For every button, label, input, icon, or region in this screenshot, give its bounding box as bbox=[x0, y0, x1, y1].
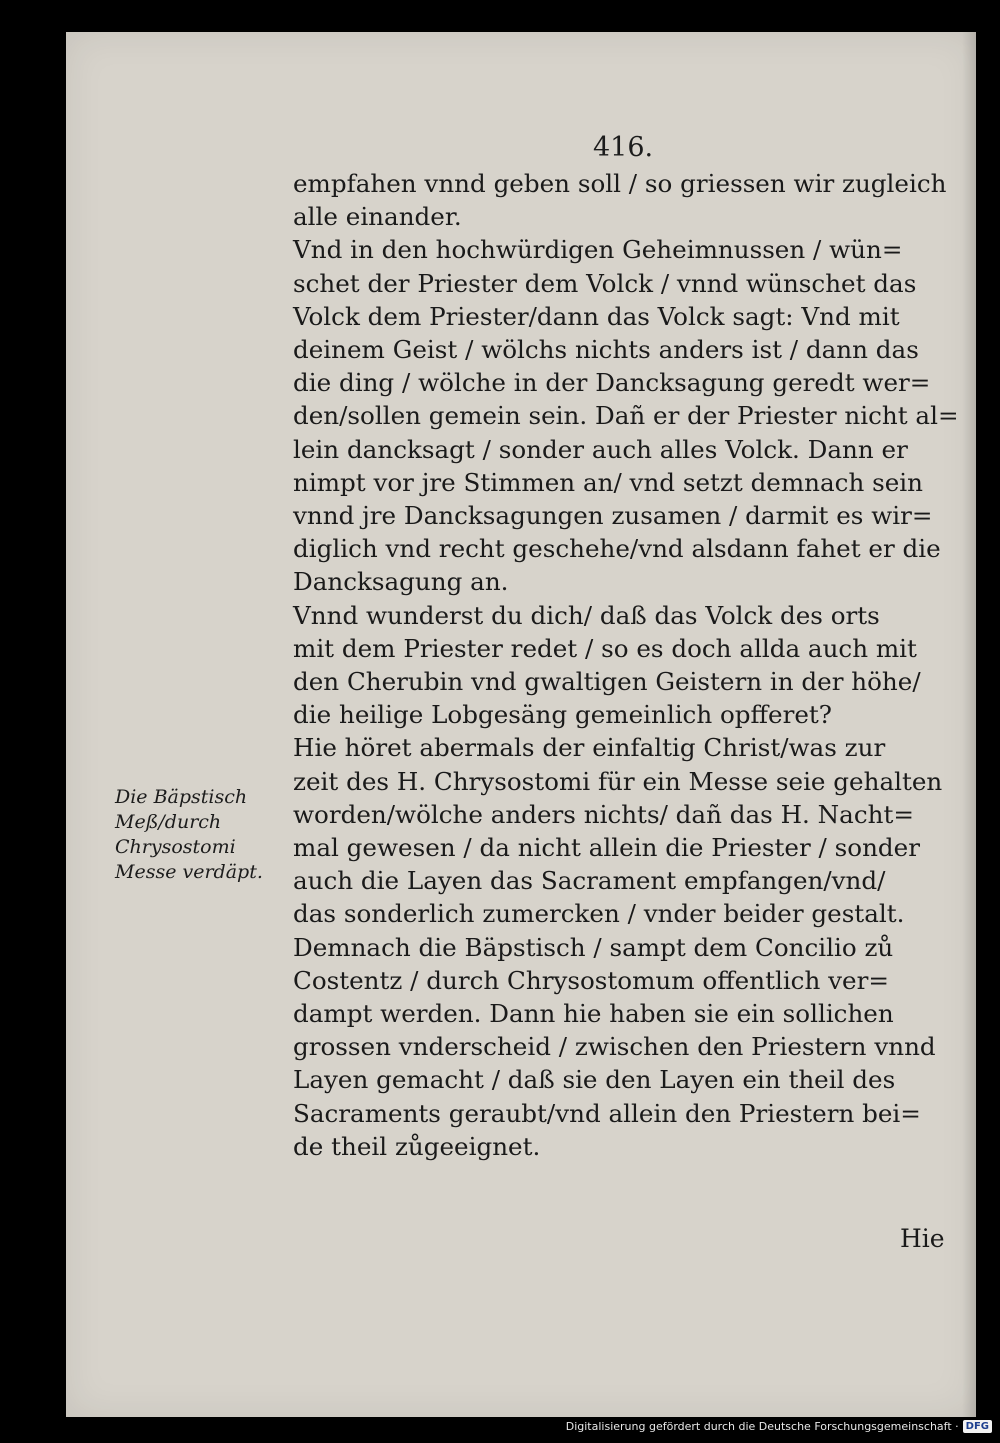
text-line: empfahen vnnd geben soll / so griessen wir zugleich bbox=[293, 169, 947, 198]
text-line: Costentz / durch Chrysostomum offentlich ver= bbox=[293, 965, 889, 995]
text-line: lein dancksagt / sonder auch alles Volck. Dann er bbox=[293, 434, 908, 464]
page-edge-shadow bbox=[962, 32, 976, 1417]
text-line: worden/wölche anders nichts/ dañ das H. Nacht= bbox=[293, 799, 914, 829]
text-line: den Cherubin vnd gwaltigen Geistern in der höhe/ bbox=[293, 667, 921, 697]
text-line: grossen vnderscheid / zwischen den Priestern vnnd bbox=[293, 1032, 936, 1062]
book-page bbox=[66, 32, 976, 1417]
text-line: den/sollen gemein sein. Dañ er der Priester nicht al= bbox=[293, 401, 959, 431]
text-line: Vnd in den hochwürdigen Geheimnussen / wün= bbox=[293, 235, 903, 265]
text-line: Demnach die Bäpstisch / sampt dem Concilio zů bbox=[293, 932, 894, 962]
text-line: Hie höret abermals der einfaltig Christ/was zur bbox=[293, 733, 886, 763]
footer-text: Digitalisierung gefördert durch die Deutsche Forschungsgemeinschaft · bbox=[565, 1419, 959, 1433]
text-line: Volck dem Priester/dann das Volck sagt: Vnd mit bbox=[293, 301, 900, 331]
text-line: de theil zůgeeignet. bbox=[293, 1131, 541, 1161]
text-line: mit dem Priester redet / so es doch allda auch mit bbox=[293, 633, 917, 663]
margin-note-line: Messe verdäpt. bbox=[115, 861, 263, 883]
text-line: die heilige Lobgesäng gemeinlich opfferet? bbox=[293, 700, 832, 730]
page-number: 416. bbox=[593, 132, 654, 163]
text-line: dampt werden. Dann hie haben sie ein sollichen bbox=[293, 999, 894, 1029]
text-line: die ding / wölche in der Dancksagung geredt wer= bbox=[293, 368, 931, 398]
text-line: Layen gemacht / daß sie den Layen ein theil des bbox=[293, 1065, 896, 1095]
text-line: zeit des H. Chrysostomi für ein Messe seie gehalten bbox=[293, 766, 943, 796]
dfg-logo: DFG bbox=[963, 1420, 992, 1433]
body-text bbox=[293, 167, 959, 1163]
margin-note-line: Die Bäpstisch bbox=[115, 786, 248, 808]
margin-note-line: Meß/durch bbox=[115, 811, 222, 833]
text-line: Sacraments geraubt/vnd allein den Priestern bei= bbox=[293, 1098, 921, 1128]
text-line: alle einander. bbox=[293, 202, 462, 232]
text-line: Dancksagung an. bbox=[293, 567, 509, 597]
text-line: schet der Priester dem Volck / vnnd wünschet das bbox=[293, 268, 917, 298]
catchword: Hie bbox=[900, 1224, 945, 1253]
text-line: deinem Geist / wölchs nichts anders ist / dann das bbox=[293, 335, 919, 365]
text-line: nimpt vor jre Stimmen an/ vnd setzt demnach sein bbox=[293, 467, 923, 497]
footer-credit bbox=[566, 1417, 992, 1435]
text-line: auch die Layen das Sacrament empfangen/vnd/ bbox=[293, 866, 886, 896]
text-line: Vnnd wunderst du dich/ daß das Volck des orts bbox=[293, 600, 880, 630]
margin-note-line: Chrysostomi bbox=[115, 836, 236, 858]
margin-note bbox=[115, 785, 285, 885]
text-line: mal gewesen / da nicht allein die Priester / sonder bbox=[293, 833, 920, 863]
text-line: diglich vnd recht geschehe/vnd alsdann fahet er die bbox=[293, 534, 941, 564]
text-line: das sonderlich zumercken / vnder beider gestalt. bbox=[293, 899, 905, 929]
text-line: vnnd jre Dancksagungen zusamen / darmit es wir= bbox=[293, 501, 933, 531]
